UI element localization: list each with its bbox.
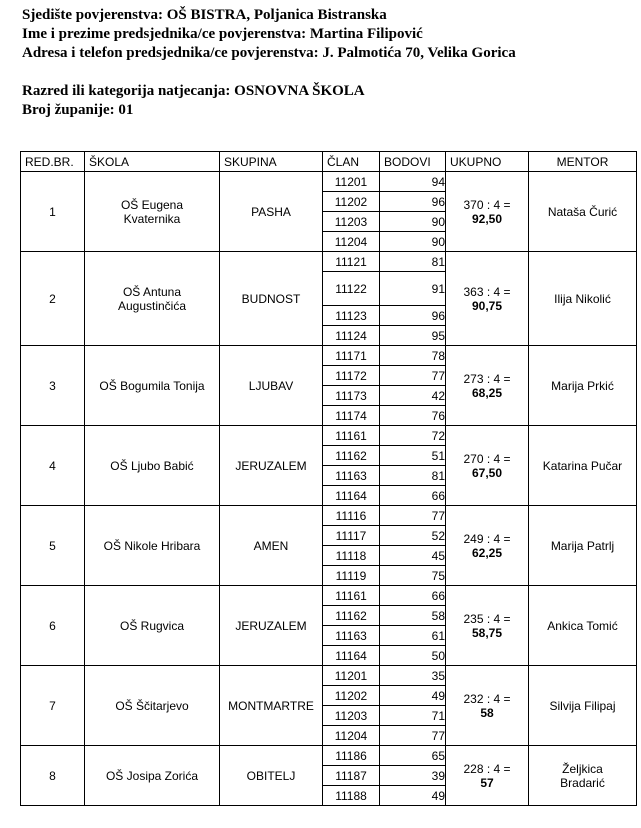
- school-cell: OŠ Antuna Augustinčića: [85, 252, 220, 346]
- points-cell: 76: [380, 406, 446, 426]
- group-cell: PASHA: [220, 172, 323, 252]
- total-formula: 249 : 4 =: [463, 531, 511, 546]
- member-id-cell: 11204: [323, 726, 380, 746]
- mentor-cell: Silvija Filipaj: [529, 666, 637, 746]
- total-cell: [446, 426, 529, 506]
- committee-seat: Sjedište povjerenstva: OŠ BISTRA, Poljanica Bistranska: [22, 7, 387, 23]
- average-score: 57: [480, 775, 494, 790]
- results-body: [21, 172, 637, 806]
- school-cell: OŠ Ljubo Babić: [85, 426, 220, 506]
- group-cell: MONTMARTRE: [220, 666, 323, 746]
- points-cell: 77: [380, 366, 446, 386]
- points-cell: 49: [380, 686, 446, 706]
- points-cell: 90: [380, 232, 446, 252]
- total-cell: [446, 172, 529, 252]
- mentor-cell: Ankica Tomić: [529, 586, 637, 666]
- member-id-cell: 11174: [323, 406, 380, 426]
- total-formula: 235 : 4 =: [463, 611, 511, 626]
- points-cell: 95: [380, 326, 446, 346]
- document-header: [22, 6, 516, 120]
- rank-cell: 8: [21, 746, 85, 806]
- mentor-cell: Željkica Bradarić: [529, 746, 637, 806]
- points-cell: 35: [380, 666, 446, 686]
- school-cell: OŠ Bogumila Tonija: [85, 346, 220, 426]
- member-id-cell: 11121: [323, 252, 380, 272]
- average-score: 92,50: [471, 211, 503, 226]
- points-cell: 58: [380, 606, 446, 626]
- county-number: Broj županije: 01: [22, 102, 134, 118]
- points-cell: 65: [380, 746, 446, 766]
- table-header-row: [21, 152, 637, 172]
- col-header-group: SKUPINA: [220, 152, 323, 172]
- col-header-school: ŠKOLA: [85, 152, 220, 172]
- points-cell: 77: [380, 726, 446, 746]
- member-id-cell: 11122: [323, 272, 380, 306]
- col-header-member: ČLAN: [323, 152, 380, 172]
- member-id-cell: 11116: [323, 506, 380, 526]
- mentor-cell: Katarina Pučar: [529, 426, 637, 506]
- rank-cell: 7: [21, 666, 85, 746]
- points-cell: 39: [380, 766, 446, 786]
- rank-cell: 4: [21, 426, 85, 506]
- points-cell: 52: [380, 526, 446, 546]
- table-row: [21, 746, 637, 766]
- col-header-mentor: MENTOR: [529, 152, 637, 172]
- member-id-cell: 11201: [323, 666, 380, 686]
- total-formula: 363 : 4 =: [463, 284, 511, 299]
- table-row: [21, 666, 637, 686]
- table-row: [21, 586, 637, 606]
- average-score: 62,25: [471, 545, 503, 560]
- member-id-cell: 11161: [323, 426, 380, 446]
- total-cell: [446, 666, 529, 746]
- member-id-cell: 11187: [323, 766, 380, 786]
- points-cell: 42: [380, 386, 446, 406]
- points-cell: 77: [380, 506, 446, 526]
- col-header-points: BODOVI: [380, 152, 446, 172]
- member-id-cell: 11203: [323, 212, 380, 232]
- school-cell: OŠ Rugvica: [85, 586, 220, 666]
- average-score: 58: [480, 705, 494, 720]
- school-cell: OŠ Nikole Hribara: [85, 506, 220, 586]
- group-cell: JERUZALEM: [220, 586, 323, 666]
- member-id-cell: 11117: [323, 526, 380, 546]
- points-cell: 72: [380, 426, 446, 446]
- member-id-cell: 11203: [323, 706, 380, 726]
- rank-cell: 1: [21, 172, 85, 252]
- mentor-cell: Ilija Nikolić: [529, 252, 637, 346]
- member-id-cell: 11204: [323, 232, 380, 252]
- total-cell: [446, 346, 529, 426]
- total-formula: 270 : 4 =: [463, 451, 511, 466]
- points-cell: 81: [380, 252, 446, 272]
- points-cell: 90: [380, 212, 446, 232]
- col-header-rank: RED.BR.: [21, 152, 85, 172]
- total-formula: 370 : 4 =: [463, 197, 511, 212]
- member-id-cell: 11172: [323, 366, 380, 386]
- points-cell: 91: [380, 272, 446, 306]
- points-cell: 71: [380, 706, 446, 726]
- rank-cell: 3: [21, 346, 85, 426]
- average-score: 58,75: [471, 625, 503, 640]
- member-id-cell: 11162: [323, 446, 380, 466]
- member-id-cell: 11118: [323, 546, 380, 566]
- table-row: [21, 252, 637, 272]
- results-table: [20, 151, 637, 806]
- member-id-cell: 11123: [323, 306, 380, 326]
- member-id-cell: 11173: [323, 386, 380, 406]
- points-cell: 96: [380, 192, 446, 212]
- school-cell: OŠ Eugena Kvaternika: [85, 172, 220, 252]
- member-id-cell: 11202: [323, 686, 380, 706]
- points-cell: 45: [380, 546, 446, 566]
- points-cell: 75: [380, 566, 446, 586]
- member-id-cell: 11201: [323, 172, 380, 192]
- group-cell: AMEN: [220, 506, 323, 586]
- group-cell: LJUBAV: [220, 346, 323, 426]
- member-id-cell: 11188: [323, 786, 380, 806]
- points-cell: 96: [380, 306, 446, 326]
- member-id-cell: 11161: [323, 586, 380, 606]
- chair-address: Adresa i telefon predsjednika/ce povjerenstva: J. Palmotića 70, Velika Gorica: [22, 45, 516, 61]
- rank-cell: 6: [21, 586, 85, 666]
- mentor-cell: Marija Patrlj: [529, 506, 637, 586]
- points-cell: 94: [380, 172, 446, 192]
- points-cell: 81: [380, 466, 446, 486]
- group-cell: BUDNOST: [220, 252, 323, 346]
- table-row: [21, 172, 637, 192]
- rank-cell: 5: [21, 506, 85, 586]
- member-id-cell: 11202: [323, 192, 380, 212]
- member-id-cell: 11124: [323, 326, 380, 346]
- total-cell: [446, 506, 529, 586]
- member-id-cell: 11164: [323, 486, 380, 506]
- school-cell: OŠ Ščitarjevo: [85, 666, 220, 746]
- member-id-cell: 11119: [323, 566, 380, 586]
- points-cell: 66: [380, 486, 446, 506]
- mentor-cell: Nataša Čurić: [529, 172, 637, 252]
- member-id-cell: 11164: [323, 646, 380, 666]
- points-cell: 49: [380, 786, 446, 806]
- member-id-cell: 11162: [323, 606, 380, 626]
- group-cell: OBITELJ: [220, 746, 323, 806]
- total-cell: [446, 252, 529, 346]
- member-id-cell: 11186: [323, 746, 380, 766]
- mentor-cell: Marija Prkić: [529, 346, 637, 426]
- total-cell: [446, 746, 529, 806]
- average-score: 90,75: [471, 298, 503, 313]
- average-score: 68,25: [471, 385, 503, 400]
- points-cell: 61: [380, 626, 446, 646]
- competition-category: Razred ili kategorija natjecanja: OSNOVNA ŠKOLA: [22, 83, 365, 99]
- table-row: [21, 506, 637, 526]
- total-formula: 228 : 4 =: [463, 761, 511, 776]
- points-cell: 51: [380, 446, 446, 466]
- total-formula: 232 : 4 =: [463, 691, 511, 706]
- member-id-cell: 11163: [323, 466, 380, 486]
- table-row: [21, 426, 637, 446]
- total-formula: 273 : 4 =: [463, 371, 511, 386]
- rank-cell: 2: [21, 252, 85, 346]
- total-cell: [446, 586, 529, 666]
- table-row: [21, 346, 637, 366]
- col-header-total: UKUPNO: [446, 152, 529, 172]
- points-cell: 78: [380, 346, 446, 366]
- group-cell: JERUZALEM: [220, 426, 323, 506]
- member-id-cell: 11171: [323, 346, 380, 366]
- points-cell: 66: [380, 586, 446, 606]
- committee-chair: Ime i prezime predsjednika/ce povjerenstva: Martina Filipović: [22, 26, 423, 42]
- school-cell: OŠ Josipa Zorića: [85, 746, 220, 806]
- average-score: 67,50: [471, 465, 503, 480]
- points-cell: 50: [380, 646, 446, 666]
- member-id-cell: 11163: [323, 626, 380, 646]
